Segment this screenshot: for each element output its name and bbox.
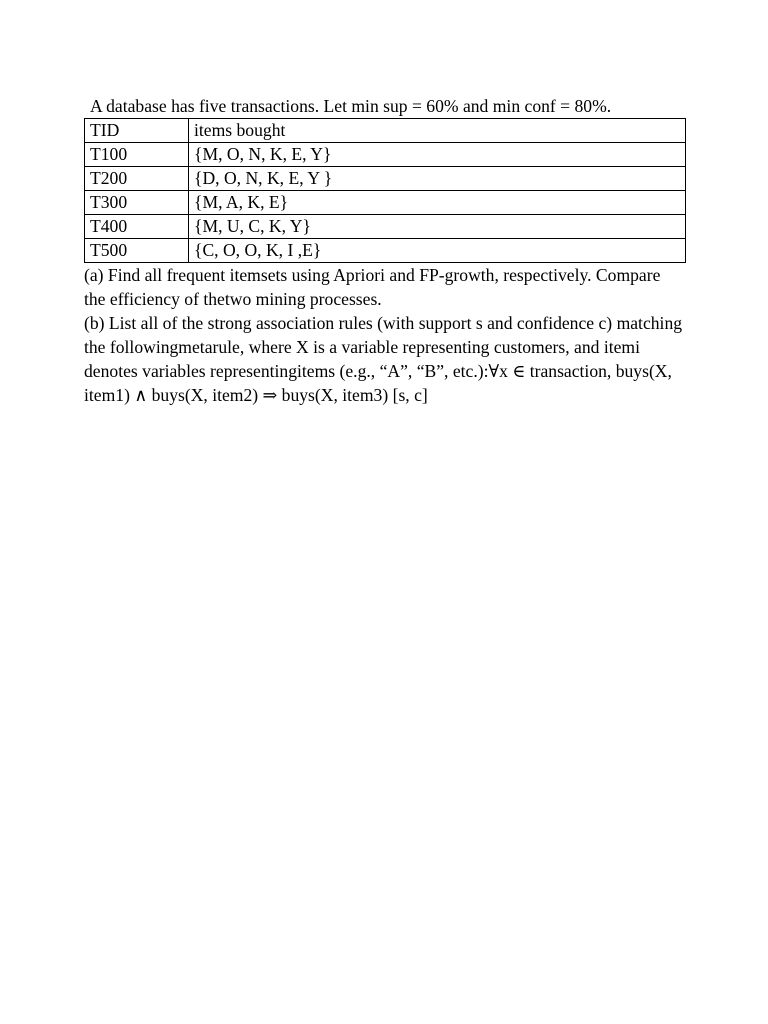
row-tid: T200 — [85, 167, 189, 191]
table-row — [85, 167, 686, 191]
header-items: items bought — [189, 119, 686, 143]
transactions-table — [84, 118, 686, 263]
table-row — [85, 239, 686, 263]
row-items: {C, O, O, K, I ,E} — [189, 239, 686, 263]
row-tid: T100 — [85, 143, 189, 167]
table-header-row — [85, 119, 686, 143]
row-items: {M, U, C, K, Y} — [189, 215, 686, 239]
row-tid: T500 — [85, 239, 189, 263]
header-tid: TID — [85, 119, 189, 143]
table-row — [85, 191, 686, 215]
row-tid: T300 — [85, 191, 189, 215]
table-row — [85, 215, 686, 239]
document-page — [84, 94, 690, 407]
row-tid: T400 — [85, 215, 189, 239]
question-a: (a) Find all frequent itemsets using Apriori and FP-growth, respectively. Compare the efficiency of thetwo mining processes. — [84, 265, 661, 309]
row-items: {M, O, N, K, E, Y} — [189, 143, 686, 167]
question-b: (b) List all of the strong association rules (with support s and confidence c) matching the followingmetarule, where X is a variable representing customers, and itemi denotes variables representingitems (e.g., “A”, “B”, etc.):∀x ∈ transaction, buys(X, item1) ∧ buys(X, item2) ⇒ buys(X, item3) [s, c] — [84, 313, 683, 405]
row-items: {D, O, N, K, E, Y } — [189, 167, 686, 191]
table-row — [85, 143, 686, 167]
row-items: {M, A, K, E} — [189, 191, 686, 215]
intro-text: A database has five transactions. Let min sup = 60% and min conf = 80%. — [90, 96, 612, 116]
